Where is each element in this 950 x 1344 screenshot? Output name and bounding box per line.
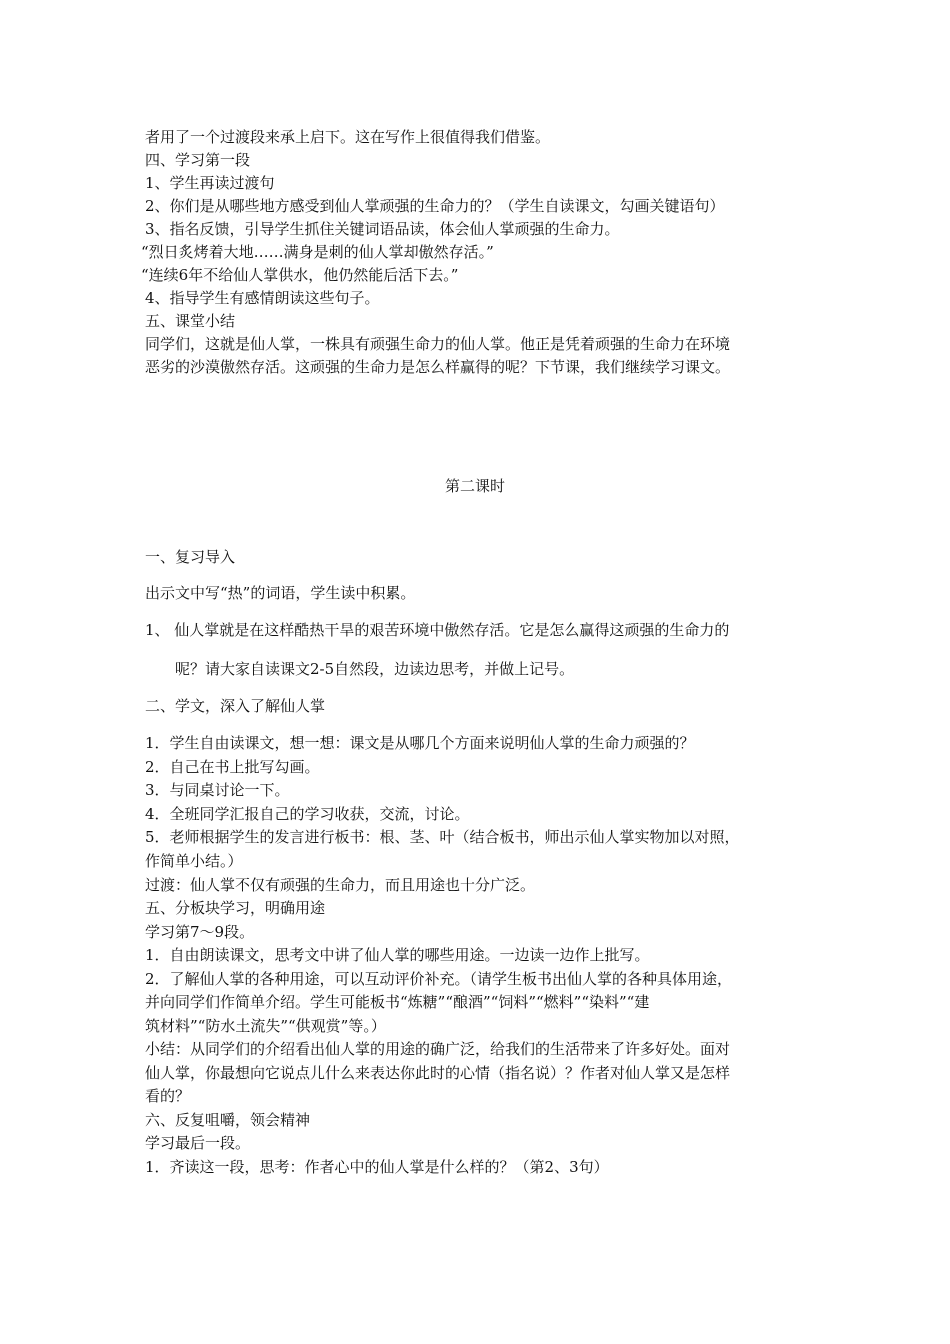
quote-line: “烈日炙烤着大地……满身是刺的仙人掌却傲然存活。” [141,243,494,261]
text-line: 1、学生再读过渡句 [145,174,275,192]
text-line: 同学们，这就是仙人掌，一株具有顽强生命力的仙人掌。他正是凭着顽强的生命力在环境 [145,335,731,353]
text-line: 1、 仙人掌就是在这样酷热干旱的艰苦环境中傲然存活。它是怎么赢得这顽强的生命力的 [145,621,730,639]
text-line: 4．全班同学汇报自己的学习收获，交流，讨论。 [145,805,470,823]
text-line: 看的？ [145,1087,191,1105]
page-title: 第二课时 [444,477,505,495]
text-line: 并向同学们作简单介绍。学生可能板书“炼糖”“酿酒”“饲料”“燃料”“染料”“建 [145,993,650,1011]
text-line: 筑材料”“防水土流失”“供观赏”等。） [145,1017,386,1035]
text-line: 呢？请大家自读课文2-5自然段，边读边思考，并做上记号。 [175,660,575,678]
quote-line: “连续6年不给仙人掌供水，他仍然能后活下去。” [141,266,459,284]
text-line: 学习第7～9段。 [145,923,255,941]
text-line: 者用了一个过渡段来承上启下。这在写作上很值得我们借鉴。 [145,128,551,146]
text-line: 5．老师根据学生的发言进行板书：根、茎、叶（结合板书，师出示仙人掌实物加以对照， [145,828,740,846]
text-line: 2．自己在书上批写勾画。 [145,758,320,776]
section-heading: 四、学习第一段 [145,151,251,169]
text-line: 1．齐读这一段，思考：作者心中的仙人掌是什么样的？（第2、3句） [145,1158,609,1176]
text-line: 4、指导学生有感情朗读这些句子。 [145,289,380,307]
text-line: 小结：从同学们的介绍看出仙人掌的用途的确广泛，给我们的生活带来了许多好处。面对 [145,1040,731,1058]
text-line: 1．学生自由读课文，想一想：课文是从哪几个方面来说明仙人掌的生命力顽强的？ [145,734,695,752]
section-heading: 五、课堂小结 [145,312,236,330]
text-line: 恶劣的沙漠傲然存活。这顽强的生命力是怎么样赢得的呢？下节课，我们继续学习课文。 [145,358,731,376]
text-line: 3、指名反馈，引导学生抓住关键词语品读，体会仙人掌顽强的生命力。 [145,220,620,238]
text-line: 学习最后一段。 [145,1134,251,1152]
text-line: 仙人掌，你最想向它说点儿什么来表达你此时的心情（指名说）？作者对仙人掌又是怎样 [145,1064,731,1082]
text-line: 3．与同桌讨论一下。 [145,781,290,799]
text-line: 2．了解仙人掌的各种用途，可以互动评价补充。（请学生板书出仙人掌的各种具体用途， [145,970,733,988]
section-heading: 五、分板块学习，明确用途 [145,899,326,917]
text-line: 作简单小结。） [145,852,243,870]
section-heading: 六、反复咀嚼，领会精神 [145,1111,311,1129]
text-line: 出示文中写“热”的词语，学生读中积累。 [145,584,416,602]
text-line: 过渡：仙人掌不仅有顽强的生命力，而且用途也十分广泛。 [145,876,536,894]
text-line: 2、你们是从哪些地方感受到仙人掌顽强的生命力的？（学生自读课文，勾画关键语句） [145,197,725,215]
section-heading: 一、复习导入 [145,548,236,566]
text-line: 1．自由朗读课文，思考文中讲了仙人掌的哪些用途。一边读一边作上批写。 [145,946,650,964]
section-heading: 二、学文，深入了解仙人掌 [145,697,326,715]
